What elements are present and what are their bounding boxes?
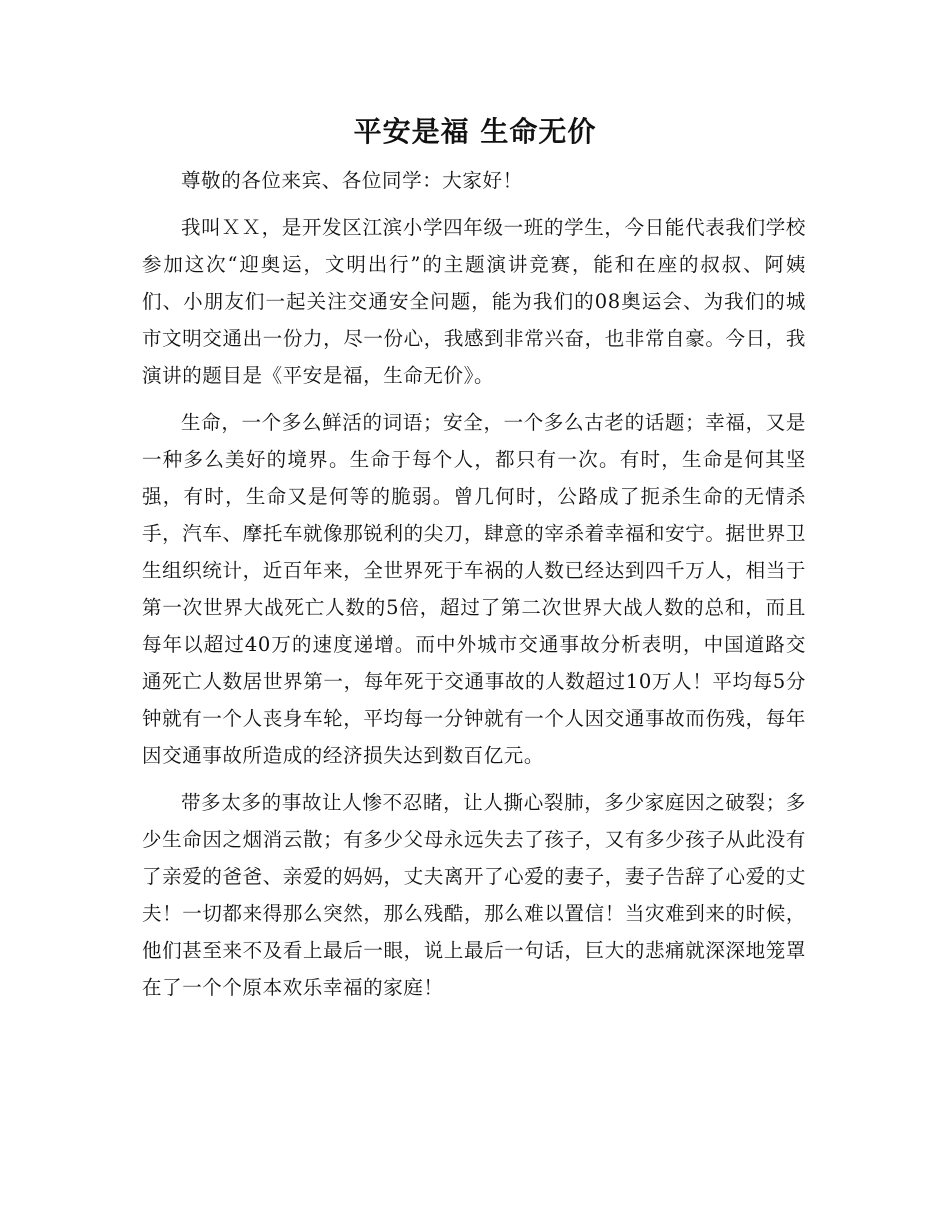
paragraph-statistics: 生命，一个多么鲜活的词语；安全，一个多么古老的话题；幸福，又是一种多么美好的境界。生命于每个人，都只有一次。有时，生命是何其坚强，有时，生命又是何等的脆弱。曾几何时，公路成了扼杀生命的无情杀手，汽车、摩托车就像那锐利的尖刀，肆意的宰杀着幸福和安宁。据世界卫生组织统计，近百年来，全世界死于车祸的人数已经达到四千万人，相当于第一次世界大战死亡人数的5倍，超过了第二次世界大战人数的总和，而且每年以超过40万的速度递增。而中外城市交通事故分析表明，中国道路交通死亡人数居世界第一，每年死于交通事故的人数超过10万人！平均每5分钟就有一个人丧身车轮，平均每一分钟就有一个人因交通事故而伤残，每年因交通事故所造成的经济损失达到数百亿元。 bbox=[142, 411, 806, 767]
paragraph-greeting: 尊敬的各位来宾、各位同学：大家好！ bbox=[181, 169, 523, 192]
paragraph-tragedies: 带多太多的事故让人惨不忍睹，让人撕心裂肺，多少家庭因之破裂；多少生命因之烟消云散；有多少父母永远失去了孩子，又有多少孩子从此没有了亲爱的爸爸、亲爱的妈妈，丈夫离开了心爱的妻子，妻子告辞了心爱的丈夫！一切都来得那么突然，那么残酷，那么难以置信！当灾难到来的时候，他们甚至来不及看上最后一眼，说上最后一句话，巨大的悲痛就深深地笼罩在了一个个原本欢乐幸福的家庭！ bbox=[142, 791, 806, 999]
document-title: 平安是福 生命无价 bbox=[353, 115, 597, 148]
document-body bbox=[142, 162, 806, 1006]
paragraph-introduction: 我叫ＸＸ，是开发区江滨小学四年级一班的学生，今日能代表我们学校参加这次“迎奥运，文明出行”的主题演讲竞赛，能和在座的叔叔、阿姨们、小朋友们一起关注交通安全问题，能为我们的08奥运会、为我们的城市文明交通出一份力，尽一份心，我感到非常兴奋，也非常自豪。今日，我演讲的题目是《平安是福，生命无价》。 bbox=[142, 216, 806, 387]
